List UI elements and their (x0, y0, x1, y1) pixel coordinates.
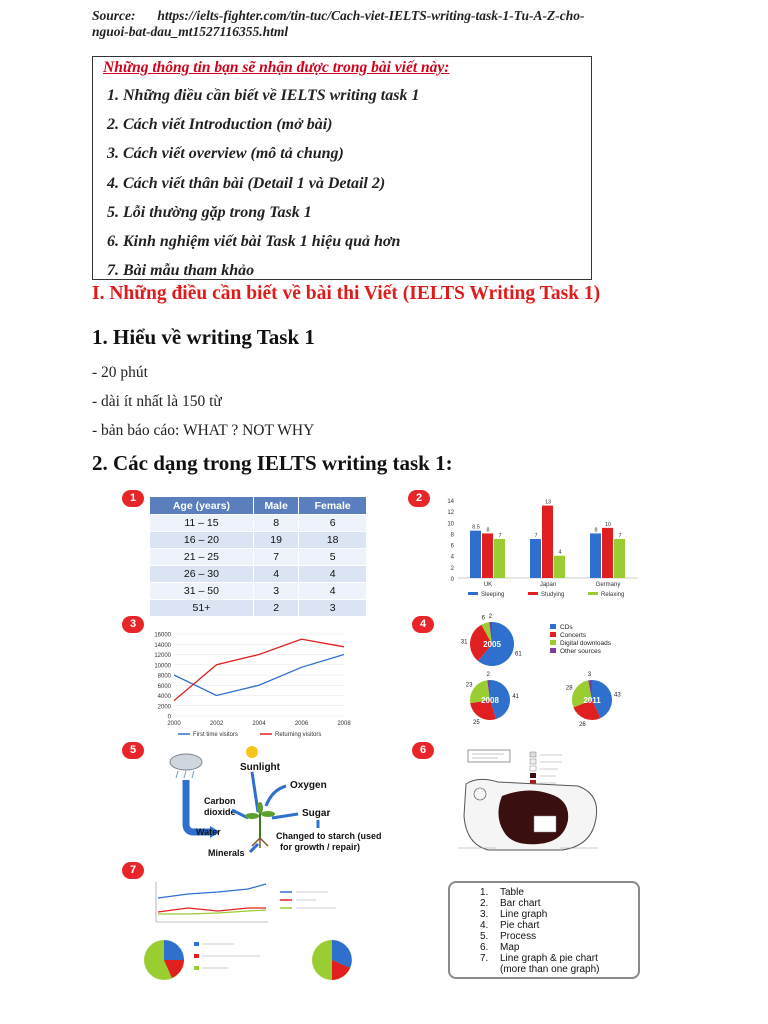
badge-5: 5 (122, 742, 144, 759)
label-starch-1: Changed to starch (used (276, 831, 382, 841)
table-cell: 4 (299, 583, 367, 600)
table-of-contents-box (92, 56, 592, 280)
x-tick-label: 2002 (209, 721, 224, 727)
bullet-item: - dài ít nhất là 150 từ (92, 393, 222, 410)
legend-swatch (468, 592, 478, 595)
badge-7: 7 (122, 862, 144, 879)
process-diagram (152, 746, 392, 862)
legend-swatch (550, 632, 556, 637)
table-cell: 6 (299, 515, 367, 532)
pie-year-label: 2008 (481, 696, 499, 705)
table-cell: 26 – 30 (150, 566, 254, 583)
source-url-line1[interactable]: https://ielts-fighter.com/tin-tuc/Cach-viet-IELTS-writing-task-1-Tu-A-Z-cho- (157, 8, 585, 23)
table-cell: 7 (253, 549, 298, 566)
pie-charts (438, 614, 654, 729)
label-sunlight: Sunlight (240, 762, 280, 773)
legend-swatch (530, 773, 536, 778)
source-label: Source: (92, 8, 136, 23)
table-cell: 18 (299, 532, 367, 549)
legend-label: CDs (560, 624, 573, 631)
table-row (150, 549, 367, 566)
pie-data-label: 3 (587, 672, 592, 679)
label-dioxide: dioxide (204, 807, 236, 817)
pie-data-label: 61 (515, 651, 522, 658)
toc-title: Những thông tin bạn sẽ nhận được trong bài viết này: (103, 59, 450, 76)
city-area (498, 790, 568, 844)
list-item: 1. Table (480, 887, 524, 898)
water-arrow (186, 780, 210, 832)
toc-item: 5. Lỗi thường gặp trong Task 1 (107, 204, 312, 221)
legend-label: Concerts (560, 632, 587, 639)
toc-item: 2. Cách viết Introduction (mở bài) (107, 116, 333, 133)
legend-swatch (550, 648, 556, 653)
legend-label: Sleeping (481, 592, 505, 598)
y-tick-label: 0 (167, 714, 171, 721)
y-tick-label: 8 (450, 532, 454, 539)
list-note: (more than one graph) (500, 964, 600, 975)
legend-swatch (530, 759, 536, 764)
bar-data-label: 8 (594, 527, 598, 534)
oxygen-arrow (266, 786, 286, 806)
task-types-list (448, 881, 640, 979)
bar-data-label: 4 (558, 549, 562, 556)
subheading-types: 2. Các dạng trong IELTS writing task 1: (92, 451, 453, 475)
x-tick-label: 2008 (337, 721, 351, 727)
toc-item: 3. Cách viết overview (mô tả chung) (107, 145, 344, 162)
table-cell: 3 (253, 583, 298, 600)
table-row (150, 566, 367, 583)
task-types-figure (112, 484, 664, 984)
table-cell: 4 (299, 566, 367, 583)
y-tick-label: 10 (447, 521, 454, 528)
bullet-item: - 20 phút (92, 364, 148, 381)
source-citation (92, 8, 712, 40)
sun-icon (246, 746, 258, 758)
badge-4: 4 (412, 616, 434, 633)
list-item: 2. Bar chart (480, 898, 541, 909)
y-tick-label: 12 (447, 510, 454, 517)
label-oxygen: Oxygen (290, 780, 327, 791)
list-item: 5. Process (480, 931, 537, 942)
bar-data-label: 8.5 (472, 524, 480, 531)
pie-data-label: 43 (614, 692, 621, 699)
y-tick-label: 2000 (157, 704, 171, 711)
pie-data-label: 26 (579, 722, 586, 729)
cloud-icon (170, 754, 202, 778)
toc-item: 1. Những điều cần biết về IELTS writing task 1 (107, 87, 420, 104)
pie-data-label: 31 (460, 639, 468, 646)
y-tick-label: 6000 (157, 683, 171, 690)
legend-label: Relaxing (601, 592, 625, 598)
y-tick-label: 16000 (154, 632, 171, 639)
x-tick-label: Japan (539, 582, 557, 588)
table-cell: 19 (253, 532, 298, 549)
badge-6: 6 (412, 742, 434, 759)
pie-data-label: 25 (473, 720, 480, 727)
list-item: 7. Line graph & pie chart (480, 953, 598, 964)
line-chart (138, 628, 358, 740)
legend-swatch (550, 624, 556, 629)
y-tick-label: 4000 (157, 694, 171, 700)
legend-label: Digital downloads (560, 640, 611, 647)
pie-data-label: 23 (465, 682, 473, 689)
y-tick-label: 14000 (154, 642, 171, 649)
pie-data-label: 2 (486, 672, 490, 679)
pie-data-label: 28 (565, 685, 573, 692)
sunlight-arrow (252, 772, 258, 812)
map-diagram (458, 746, 608, 856)
bar (554, 556, 565, 578)
pie-year-label: 2011 (583, 696, 601, 705)
bar (530, 539, 541, 578)
x-tick-label: UK (483, 582, 493, 588)
toc-item: 6. Kinh nghiệm viết bài Task 1 hiệu quả hơn (107, 233, 401, 250)
subheading-understand: 1. Hiểu về writing Task 1 (92, 325, 315, 349)
bar-data-label: 13 (544, 499, 552, 506)
table-row (150, 515, 367, 532)
combined-chart (142, 878, 374, 984)
source-url-line2[interactable]: nguoi-bat-dau_mt1527116355.html (92, 24, 289, 39)
bar (590, 533, 601, 578)
list-item: 4. Pie chart (480, 920, 540, 931)
table-cell: 4 (253, 566, 298, 583)
y-tick-label: 4 (450, 554, 454, 561)
legend-label: Returning visitors (275, 732, 322, 738)
bar (470, 531, 481, 578)
plant-icon (245, 802, 275, 848)
minerals-arrow (250, 844, 258, 852)
table-header: Female (299, 497, 367, 515)
table-cell: 3 (299, 600, 367, 617)
bar-data-label: 7 (498, 533, 502, 539)
table-row (150, 532, 367, 549)
bar (494, 539, 505, 578)
table-cell: 31 – 50 (150, 583, 254, 600)
label-minerals: Minerals (208, 848, 245, 858)
y-tick-label: 6 (450, 543, 454, 550)
table-row (150, 583, 367, 600)
table-cell: 21 – 25 (150, 549, 254, 566)
x-tick-label: 2004 (252, 721, 266, 727)
label-sugar: Sugar (302, 808, 331, 819)
x-tick-label: Germany (595, 582, 621, 588)
bar-data-label: 7 (534, 533, 538, 539)
legend-label: Studying (541, 592, 565, 598)
legend-swatch (528, 592, 538, 595)
bar (542, 506, 553, 578)
table-header: Age (years) (150, 497, 254, 515)
toc-item: 7. Bài mẫu tham khảo (107, 262, 255, 279)
legend-swatch (550, 640, 556, 645)
y-tick-label: 10000 (154, 663, 171, 670)
pie-data-label: 41 (512, 693, 520, 700)
y-tick-label: 2 (450, 565, 454, 572)
label-carbon: Carbon (204, 796, 236, 806)
table-row (150, 600, 367, 617)
y-tick-label: 14 (447, 499, 454, 505)
pie-chart-small (312, 940, 352, 980)
age-table (149, 496, 367, 617)
table-cell: 5 (299, 549, 367, 566)
y-tick-label: 8000 (157, 673, 171, 680)
badge-1: 1 (122, 490, 144, 507)
bar-data-label: 7 (618, 533, 622, 539)
badge-3: 3 (122, 616, 144, 633)
section-heading: I. Những điều cần biết về bài thi Viết (IELTS Writing Task 1) (92, 283, 601, 304)
label-starch-2: for growth / repair) (280, 842, 361, 852)
legend-label: First time visitors (193, 732, 238, 738)
x-tick-label: 2006 (294, 721, 309, 727)
table-cell: 11 – 15 (150, 515, 254, 532)
pie-chart-small (144, 940, 184, 980)
table-cell: 8 (253, 515, 298, 532)
toc-item: 4. Cách viết thân bài (Detail 1 và Detail 2) (107, 175, 386, 192)
sugar-arrow (272, 814, 298, 818)
table-header: Male (253, 497, 298, 515)
table-cell: 2 (253, 600, 298, 617)
table-cell: 51+ (150, 600, 254, 617)
bullet-item: - bản báo cáo: WHAT ? NOT WHY (92, 422, 315, 439)
bar-chart (434, 494, 644, 602)
pie-data-label: 2 (488, 614, 492, 621)
label-water: Water (196, 827, 221, 837)
legend-swatch (530, 766, 536, 771)
list-item: 6. Map (480, 942, 520, 953)
table-cell: 16 – 20 (150, 532, 254, 549)
list-item: 3. Line graph (480, 909, 548, 920)
series-line (174, 639, 344, 701)
bar-data-label: 8 (486, 527, 490, 534)
x-tick-label: 2000 (167, 721, 181, 727)
y-tick-label: 0 (450, 577, 454, 583)
bar-data-label: 10 (604, 521, 612, 528)
bar (482, 533, 493, 578)
city-center (534, 816, 556, 832)
pie-data-label: 6 (481, 615, 486, 622)
legend-label: Other sources (560, 648, 601, 655)
pie-year-label: 2005 (483, 640, 501, 649)
bar (614, 539, 625, 578)
bar (602, 528, 613, 578)
series-line (158, 884, 266, 898)
legend-swatch (530, 752, 536, 757)
y-tick-label: 12000 (154, 653, 171, 659)
legend-swatch (588, 592, 598, 595)
badge-2: 2 (408, 490, 430, 507)
